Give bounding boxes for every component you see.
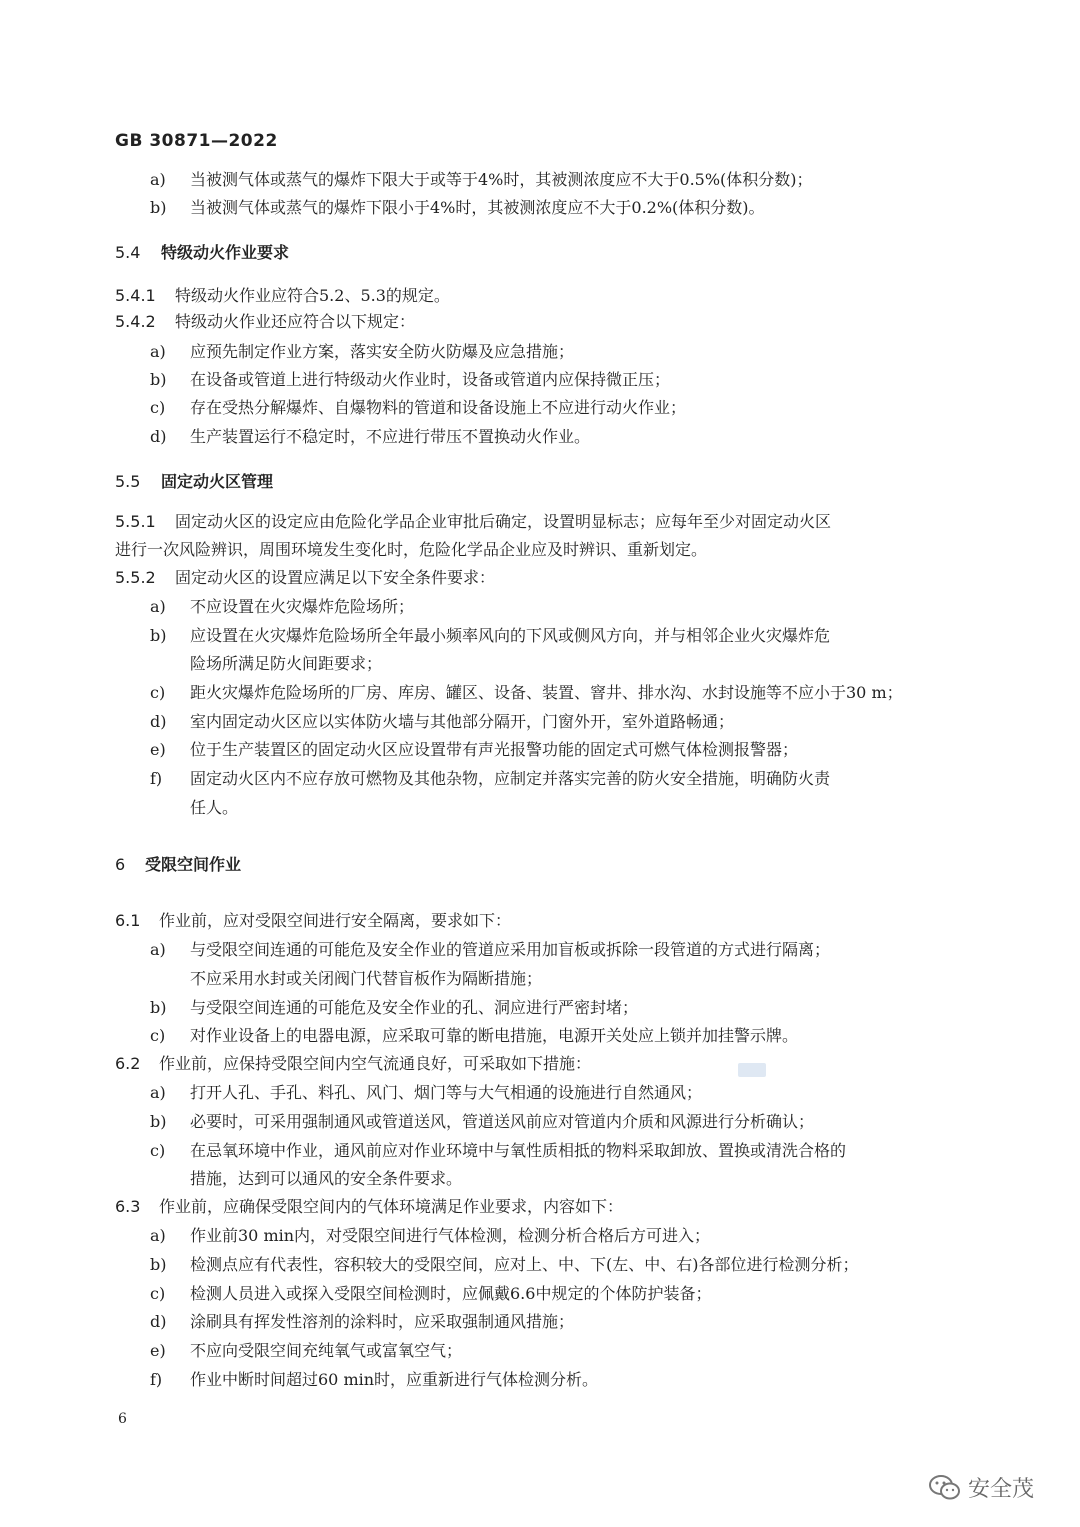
section-heading (115, 243, 289, 263)
clause-line (115, 911, 511, 931)
clause-text: 必要时，可采用强制通风或管道送风，管道送风前应对管道内介质和风源进行分析确认； (190, 1112, 815, 1131)
clause-line (150, 370, 670, 390)
clause-line (115, 512, 831, 532)
clause-text: 作业前，应确保受限空间内的气体环境满足作业要求，内容如下： (159, 1197, 624, 1216)
clause-text: 生产装置运行不稳定时，不应进行带压不置换动火作业。 (190, 427, 591, 446)
section-title: 特级动火作业要求 (161, 243, 290, 262)
clause-label: 6.3 (115, 1197, 141, 1216)
clause-line (150, 1112, 814, 1132)
clause-line (115, 568, 495, 588)
clause-label: c) (150, 683, 166, 702)
clause-label: b) (150, 1112, 167, 1131)
clause-line (150, 1370, 598, 1390)
clause-text: 位于生产装置区的固定动火区应设置带有声光报警功能的固定式可燃气体检测报警器； (190, 740, 799, 759)
clause-text: 检测点应有代表性，容积较大的受限空间，应对上、中、下(左、中、右)各部位进行检测分析； (190, 1255, 859, 1274)
clause-text: 不应采用水封或关闭阀门代替盲板作为隔断措施； (190, 969, 543, 988)
section-title: 固定动火区管理 (161, 472, 274, 491)
clause-line (150, 427, 590, 447)
continuation-line (190, 1169, 462, 1189)
clause-text: 特级动火作业应符合5.2、5.3的规定。 (175, 286, 450, 305)
clause-text: 当被测气体或蒸气的爆炸下限大于或等于4%时，其被测浓度应不大于0.5%(体积分数)； (190, 170, 813, 189)
clause-text: 检测人员进入或探入受限空间检测时，应佩戴6.6中规定的个体防护装备； (190, 1284, 712, 1303)
clause-label: f) (150, 1370, 163, 1389)
section-heading (115, 472, 273, 492)
continuation-line (190, 969, 542, 989)
clause-line (150, 1026, 798, 1046)
clause-label: a) (150, 1083, 166, 1102)
clause-label: c) (150, 398, 166, 417)
clause-label: b) (150, 1255, 167, 1274)
clause-text: 固定动火区的设定应由危险化学品企业审批后确定，设置明显标志；应每年至少对固定动火区 (175, 512, 832, 531)
clause-line (150, 1284, 711, 1304)
clause-label: 5.5.1 (115, 512, 156, 531)
clause-text: 应预先制定作业方案，落实安全防火防爆及应急措施； (190, 342, 575, 361)
clause-line (150, 1083, 702, 1103)
clause-line (150, 1255, 859, 1275)
clause-label: a) (150, 940, 166, 959)
continuation-line (190, 798, 238, 818)
clause-line (115, 312, 415, 332)
clause-label: 6.1 (115, 911, 141, 930)
clause-label: d) (150, 1312, 167, 1331)
clause-line (115, 1197, 623, 1217)
section-heading (115, 855, 241, 875)
clause-line (150, 342, 574, 362)
watermark-text: 安全茂 (968, 1477, 1035, 1502)
clause-line (150, 769, 830, 789)
clause-line (150, 683, 903, 703)
clause-text: 任人。 (190, 798, 239, 817)
clause-label: b) (150, 998, 167, 1017)
clause-line (150, 1226, 710, 1246)
clause-text: 在忌氧环境中作业，通风前应对作业环境中与氧性质相抵的物料采取卸放、置换或清洗合格的 (190, 1141, 847, 1160)
clause-text: 特级动火作业还应符合以下规定： (175, 312, 416, 331)
clause-line (115, 1054, 591, 1074)
clause-text: 应设置在火灾爆炸危险场所全年最小频率风向的下风或侧风方向，并与相邻企业火灾爆炸危 (190, 626, 831, 645)
clause-text: 距火灾爆炸危险场所的厂房、库房、罐区、设备、装置、窨井、排水沟、水封设施等不应小于30 m； (190, 683, 903, 702)
clause-text: 不应设置在火灾爆炸危险场所； (190, 597, 415, 616)
clause-text: 作业前，应保持受限空间内空气流通良好，可采取如下措施： (159, 1054, 592, 1073)
continuation-line (115, 540, 707, 560)
clause-line (150, 740, 798, 760)
clause-line (150, 597, 414, 617)
clause-text: 险场所满足防火间距要求； (190, 654, 383, 673)
clause-label: d) (150, 712, 167, 731)
clause-text: 对作业设备上的电器电源，应采取可靠的断电措施，电源开关处应上锁并加挂警示牌。 (190, 1026, 799, 1045)
section-number: 5.4 (115, 243, 141, 262)
clause-line (150, 170, 813, 190)
clause-text: 不应向受限空间充纯氧气或富氧空气； (190, 1341, 463, 1360)
clause-text: 作业前30 min内，对受限空间进行气体检测，检测分析合格后方可进入； (190, 1226, 711, 1245)
clause-text: 室内固定动火区应以实体防火墙与其他部分隔开，门窗外开，室外道路畅通； (190, 712, 735, 731)
section-title: 受限空间作业 (145, 855, 242, 874)
clause-label: a) (150, 170, 166, 189)
clause-text: 在设备或管道上进行特级动火作业时，设备或管道内应保持微正压； (190, 370, 671, 389)
clause-label: b) (150, 198, 167, 217)
clause-text: 与受限空间连通的可能危及安全作业的孔、洞应进行严密封堵； (190, 998, 639, 1017)
clause-label: d) (150, 427, 167, 446)
clause-label: b) (150, 626, 167, 645)
clause-label: e) (150, 740, 166, 759)
clause-line (150, 1141, 846, 1161)
clause-label: 5.4.2 (115, 312, 156, 331)
clause-line (150, 626, 830, 646)
clause-line (150, 1341, 462, 1361)
section-number: 5.5 (115, 472, 141, 491)
clause-label: a) (150, 342, 166, 361)
clause-label: c) (150, 1141, 166, 1160)
clause-text: 与受限空间连通的可能危及安全作业的管道应采用加盲板或拆除一段管道的方式进行隔离； (190, 940, 831, 959)
clause-line (150, 712, 734, 732)
clause-text: 固定动火区内不应存放可燃物及其他杂物，应制定并落实完善的防火安全措施，明确防火责 (190, 769, 831, 788)
clause-text: 当被测气体或蒸气的爆炸下限小于4%时，其被测浓度应不大于0.2%(体积分数)。 (190, 198, 765, 217)
clause-label: 6.2 (115, 1054, 141, 1073)
clause-text: 进行一次风险辨识，周围环境发生变化时，危险化学品企业应及时辨识、重新划定。 (115, 540, 708, 559)
faint-stamp (738, 1063, 766, 1077)
clause-label: c) (150, 1026, 166, 1045)
continuation-line (190, 654, 382, 674)
clause-line (150, 1312, 574, 1332)
page-number: 6 (118, 1411, 127, 1427)
clause-label: 5.5.2 (115, 568, 156, 587)
clause-text: 作业中断时间超过60 min时，应重新进行气体检测分析。 (190, 1370, 599, 1389)
clause-line (150, 398, 686, 418)
clause-label: f) (150, 769, 163, 788)
clause-text: 措施，达到可以通风的安全条件要求。 (190, 1169, 463, 1188)
clause-text: 涂刷具有挥发性溶剂的涂料时，应采取强制通风措施； (190, 1312, 575, 1331)
standard-number: GB 30871—2022 (115, 131, 278, 151)
clause-label: a) (150, 597, 166, 616)
clause-line (150, 198, 765, 218)
clause-text: 固定动火区的设置应满足以下安全条件要求： (175, 568, 496, 587)
clause-label: e) (150, 1341, 166, 1360)
clause-line (115, 286, 450, 306)
clause-text: 作业前，应对受限空间进行安全隔离，要求如下： (159, 911, 512, 930)
clause-label: b) (150, 370, 167, 389)
clause-label: c) (150, 1284, 166, 1303)
section-number: 6 (115, 855, 126, 874)
clause-line (150, 940, 830, 960)
wechat-icon (928, 1474, 962, 1502)
clause-line (150, 998, 638, 1018)
clause-label: a) (150, 1226, 166, 1245)
clause-text: 打开人孔、手孔、料孔、风门、烟门等与大气相通的设施进行自然通风； (190, 1083, 703, 1102)
clause-label: 5.4.1 (115, 286, 156, 305)
clause-text: 存在受热分解爆炸、自爆物料的管道和设备设施上不应进行动火作业； (190, 398, 687, 417)
watermark (928, 1472, 1034, 1503)
